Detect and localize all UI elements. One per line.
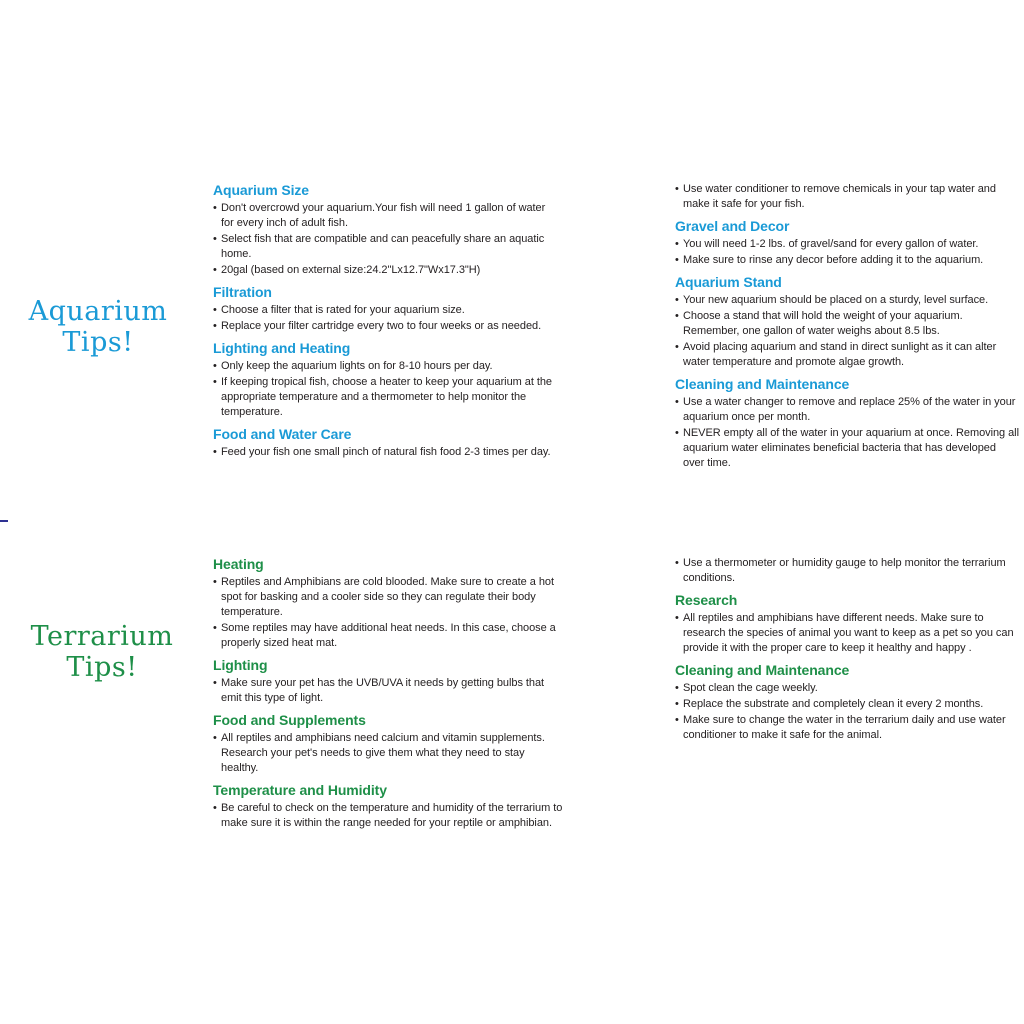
list-item: • Replace the substrate and completely clean it every 2 months.: [675, 697, 1020, 712]
section-heading: Cleaning and Maintenance: [675, 662, 850, 678]
aquarium-column-left: [213, 182, 553, 466]
aquarium-title-line1: Aquarium: [28, 296, 168, 327]
list-item: • Your new aquarium should be placed on a sturdy, level surface.: [675, 293, 1020, 308]
list-item: • Choose a stand that will hold the weight of your aquarium. Remember, one gallon of water weighs about 8.5 lbs.: [675, 309, 1020, 339]
temperature-humidity-section: [213, 782, 563, 831]
list-item: • If keeping tropical fish, choose a heater to keep your aquarium at the appropriate temperature and a thermometer to help monitor the temperature.: [213, 375, 553, 420]
aquarium-title-line2: Tips!: [62, 327, 134, 359]
bullet-list: [213, 445, 553, 460]
list-item: • Choose a filter that is rated for your aquarium size.: [213, 303, 553, 318]
list-item: • Be careful to check on the temperature and humidity of the terrarium to make sure it is within the range needed for your reptile or amphibian.: [213, 801, 563, 831]
heating-section: [213, 556, 563, 651]
list-item: • Spot clean the cage weekly.: [675, 681, 1020, 696]
list-item: • Replace your filter cartridge every two to four weeks or as needed.: [213, 319, 553, 334]
list-item: • Don't overcrowd your aquarium.Your fish will need 1 gallon of water for every inch of adult fish.: [213, 201, 553, 231]
terrarium-column-left: [213, 556, 563, 837]
section-heading: Cleaning and Maintenance: [675, 376, 850, 392]
section-heading: Aquarium Size: [213, 182, 309, 198]
bullet-list: [213, 201, 553, 278]
lighting-heating-section: [213, 340, 553, 420]
list-item: • Use a thermometer or humidity gauge to help monitor the terrarium conditions.: [675, 556, 1020, 586]
list-item: • 20gal (based on external size:24.2"Lx12.7"Wx17.3"H): [213, 263, 553, 278]
gravel-decor-section: [675, 218, 1020, 268]
section-heading: Research: [675, 592, 738, 608]
bullet-list: [675, 182, 1020, 212]
terrarium-title-line2: Tips!: [66, 652, 138, 684]
list-item: • All reptiles and amphibians have different needs. Make sure to research the species of animal you want to keep as a pet so you can provide it with the proper care to keep it healthy and happy .: [675, 611, 1020, 656]
list-item: • Use water conditioner to remove chemicals in your tap water and make it safe for your fish.: [675, 182, 1020, 212]
list-item: • You will need 1-2 lbs. of gravel/sand for every gallon of water.: [675, 237, 1020, 252]
bullet-list: [675, 395, 1020, 471]
aquarium-size-section: [213, 182, 553, 278]
aquarium-stand-section: [675, 274, 1020, 370]
section-heading: Gravel and Decor: [675, 218, 790, 234]
list-item: • Use a water changer to remove and replace 25% of the water in your aquarium once per month.: [675, 395, 1020, 425]
section-heading: Lighting: [213, 657, 268, 673]
aquarium-cleaning-section: [675, 376, 1020, 471]
terrarium-title-line1: Terrarium: [30, 621, 174, 652]
list-item: • Make sure to rinse any decor before adding it to the aquarium.: [675, 253, 1020, 268]
bullet-list: [213, 575, 563, 651]
terrarium-tips-title: [12, 621, 192, 684]
bullet-list: [213, 731, 563, 776]
terrarium-column-right: [675, 556, 1020, 749]
terrarium-cleaning-section: [675, 662, 1020, 743]
section-heading: Lighting and Heating: [213, 340, 351, 356]
section-heading: Food and Supplements: [213, 712, 366, 728]
aquarium-tips-title: [8, 296, 188, 359]
bullet-list: [213, 303, 553, 334]
list-item: • All reptiles and amphibians need calcium and vitamin supplements. Research your pet's needs to give them what they need to stay healthy.: [213, 731, 563, 776]
list-item: • Feed your fish one small pinch of natural fish food 2-3 times per day.: [213, 445, 553, 460]
bullet-list: [675, 681, 1020, 743]
food-water-care-section: [213, 426, 553, 460]
bullet-list: [213, 801, 563, 831]
section-heading: Food and Water Care: [213, 426, 352, 442]
filtration-section: [213, 284, 553, 334]
list-item: • Avoid placing aquarium and stand in direct sunlight as it can alter water temperature and promote algae growth.: [675, 340, 1020, 370]
list-item: • Some reptiles may have additional heat needs. In this case, choose a properly sized heat mat.: [213, 621, 563, 651]
section-heading: Temperature and Humidity: [213, 782, 387, 798]
list-item: • NEVER empty all of the water in your aquarium at once. Removing all aquarium water eliminates beneficial bacteria that has developed over time.: [675, 426, 1020, 471]
bullet-list: [675, 237, 1020, 268]
bullet-list: [675, 556, 1020, 586]
margin-crop-mark: [0, 520, 8, 522]
terrarium-intro-section: [675, 556, 1020, 586]
list-item: • Make sure to change the water in the terrarium daily and use water conditioner to make it safe for the animal.: [675, 713, 1020, 743]
list-item: • Only keep the aquarium lights on for 8-10 hours per day.: [213, 359, 553, 374]
bullet-list: [213, 359, 553, 420]
aquarium-intro-section: [675, 182, 1020, 212]
research-section: [675, 592, 1020, 656]
list-item: • Reptiles and Amphibians are cold blooded. Make sure to create a hot spot for basking and a cooler side so they can regulate their body temperature.: [213, 575, 563, 620]
bullet-list: [213, 676, 563, 706]
food-supplements-section: [213, 712, 563, 776]
section-heading: Heating: [213, 556, 264, 572]
list-item: • Make sure your pet has the UVB/UVA it needs by getting bulbs that emit this type of light.: [213, 676, 563, 706]
lighting-section: [213, 657, 563, 706]
aquarium-column-right: [675, 182, 1020, 477]
section-heading: Aquarium Stand: [675, 274, 782, 290]
bullet-list: [675, 293, 1020, 370]
list-item: • Select fish that are compatible and can peacefully share an aquatic home.: [213, 232, 553, 262]
bullet-list: [675, 611, 1020, 656]
section-heading: Filtration: [213, 284, 272, 300]
